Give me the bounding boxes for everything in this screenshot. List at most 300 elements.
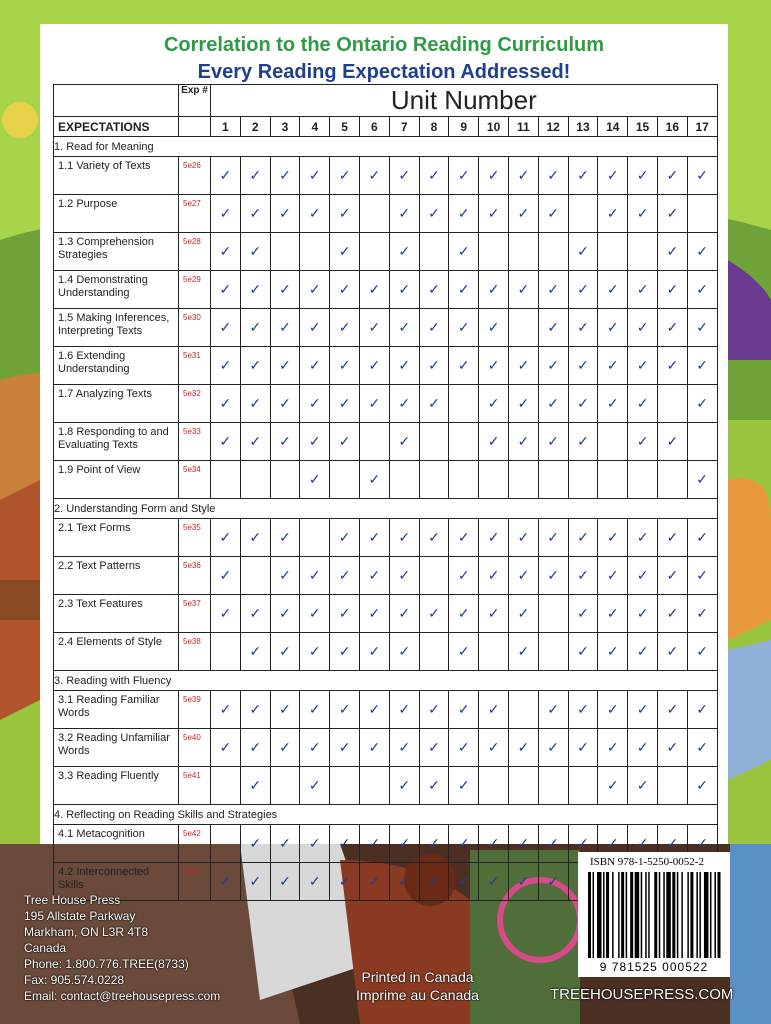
checkmark-cell: ✓ <box>389 423 419 461</box>
empty-cell <box>538 767 568 805</box>
checkmark-cell: ✓ <box>628 385 658 423</box>
checkmark-cell: ✓ <box>330 519 360 557</box>
expectation-name: 2.3 Text Features <box>54 595 179 633</box>
curriculum-table <box>53 84 718 901</box>
checkmark-cell: ✓ <box>687 825 717 863</box>
checkmark-cell: ✓ <box>419 157 449 195</box>
checkmark-cell: ✓ <box>538 347 568 385</box>
checkmark-cell: ✓ <box>628 195 658 233</box>
checkmark-cell: ✓ <box>419 195 449 233</box>
checkmark-cell: ✓ <box>628 557 658 595</box>
checkmark-cell: ✓ <box>300 557 330 595</box>
unit-number-header: 1 <box>211 117 241 137</box>
checkmark-cell: ✓ <box>598 385 628 423</box>
checkmark-cell: ✓ <box>389 157 419 195</box>
checkmark-cell: ✓ <box>657 195 687 233</box>
checkmark-cell: ✓ <box>687 729 717 767</box>
checkmark-cell: ✓ <box>687 309 717 347</box>
checkmark-cell: ✓ <box>389 309 419 347</box>
checkmark-cell: ✓ <box>449 595 479 633</box>
checkmark-cell: ✓ <box>330 633 360 671</box>
checkmark-cell: ✓ <box>211 729 241 767</box>
checkmark-cell: ✓ <box>211 233 241 271</box>
checkmark-cell: ✓ <box>687 691 717 729</box>
checkmark-cell: ✓ <box>449 347 479 385</box>
empty-cell <box>419 633 449 671</box>
checkmark-cell: ✓ <box>538 309 568 347</box>
unit-number-header: 12 <box>538 117 568 137</box>
empty-cell <box>359 767 389 805</box>
checkmark-cell: ✓ <box>598 825 628 863</box>
checkmark-cell: ✓ <box>687 519 717 557</box>
checkmark-cell: ✓ <box>568 633 598 671</box>
expectation-name: 1.4 Demonstrating Understanding <box>54 271 179 309</box>
checkmark-cell: ✓ <box>687 461 717 499</box>
exp-column-header: Exp # <box>179 85 211 117</box>
expectation-name: 1.9 Point of View <box>54 461 179 499</box>
checkmark-cell: ✓ <box>508 633 538 671</box>
checkmark-cell: ✓ <box>389 557 419 595</box>
checkmark-cell: ✓ <box>598 195 628 233</box>
checkmark-cell: ✓ <box>211 385 241 423</box>
checkmark-cell: ✓ <box>330 863 360 901</box>
expectation-row <box>54 461 718 499</box>
checkmark-cell: ✓ <box>389 595 419 633</box>
empty-cell <box>449 385 479 423</box>
checkmark-cell: ✓ <box>598 729 628 767</box>
checkmark-cell: ✓ <box>240 767 270 805</box>
unit-number-header: 3 <box>270 117 300 137</box>
empty-cell <box>419 461 449 499</box>
checkmark-cell: ✓ <box>628 519 658 557</box>
checkmark-cell: ✓ <box>359 519 389 557</box>
checkmark-cell: ✓ <box>211 423 241 461</box>
empty-cell <box>598 423 628 461</box>
checkmark-cell: ✓ <box>449 557 479 595</box>
checkmark-cell: ✓ <box>211 271 241 309</box>
header-row <box>54 85 718 117</box>
checkmark-cell: ✓ <box>449 729 479 767</box>
checkmark-cell: ✓ <box>330 347 360 385</box>
checkmark-cell: ✓ <box>479 423 509 461</box>
checkmark-cell: ✓ <box>657 825 687 863</box>
checkmark-cell: ✓ <box>211 347 241 385</box>
checkmark-cell: ✓ <box>568 557 598 595</box>
checkmark-cell: ✓ <box>657 157 687 195</box>
checkmark-cell: ✓ <box>359 461 389 499</box>
checkmark-cell: ✓ <box>359 825 389 863</box>
checkmark-cell: ✓ <box>628 423 658 461</box>
checkmark-cell: ✓ <box>508 863 538 901</box>
checkmark-cell: ✓ <box>657 557 687 595</box>
empty-cell <box>270 461 300 499</box>
empty-cell <box>538 461 568 499</box>
expectation-name: 2.4 Elements of Style <box>54 633 179 671</box>
printed-in <box>356 968 479 1004</box>
checkmark-cell: ✓ <box>270 385 300 423</box>
expectation-code: 5e28 <box>179 233 211 271</box>
checkmark-cell: ✓ <box>300 385 330 423</box>
header-blank-cell <box>54 85 179 117</box>
checkmark-cell: ✓ <box>389 271 419 309</box>
unit-number-header: 15 <box>628 117 658 137</box>
expectation-name: 1.2 Purpose <box>54 195 179 233</box>
checkmark-cell: ✓ <box>449 863 479 901</box>
checkmark-cell: ✓ <box>270 863 300 901</box>
expectation-code: 5e29 <box>179 271 211 309</box>
expectation-row <box>54 519 718 557</box>
expectation-row <box>54 595 718 633</box>
checkmark-cell: ✓ <box>211 309 241 347</box>
checkmark-cell: ✓ <box>240 691 270 729</box>
checkmark-cell: ✓ <box>508 271 538 309</box>
empty-cell <box>657 461 687 499</box>
empty-cell <box>211 633 241 671</box>
checkmark-cell: ✓ <box>330 309 360 347</box>
expectation-code: 5e43 <box>179 863 211 901</box>
empty-cell <box>508 309 538 347</box>
checkmark-cell: ✓ <box>330 691 360 729</box>
checkmark-cell: ✓ <box>359 347 389 385</box>
checkmark-cell: ✓ <box>240 595 270 633</box>
checkmark-cell: ✓ <box>508 825 538 863</box>
checkmark-cell: ✓ <box>270 271 300 309</box>
publisher-country: Canada <box>24 941 67 955</box>
checkmark-cell: ✓ <box>211 863 241 901</box>
expectation-code: 5e27 <box>179 195 211 233</box>
empty-cell <box>211 767 241 805</box>
checkmark-cell: ✓ <box>389 825 419 863</box>
checkmark-cell: ✓ <box>300 633 330 671</box>
section-title: 3. Reading with Fluency <box>54 671 718 691</box>
checkmark-cell: ✓ <box>330 825 360 863</box>
checkmark-cell: ✓ <box>479 519 509 557</box>
checkmark-cell: ✓ <box>300 767 330 805</box>
checkmark-cell: ✓ <box>419 385 449 423</box>
checkmark-cell: ✓ <box>211 157 241 195</box>
checkmark-cell: ✓ <box>270 347 300 385</box>
publisher-phone: Phone: 1.800.776.TREE(8733) <box>24 957 189 971</box>
checkmark-cell: ✓ <box>479 309 509 347</box>
empty-cell <box>389 461 419 499</box>
checkmark-cell: ✓ <box>479 157 509 195</box>
checkmark-cell: ✓ <box>240 729 270 767</box>
checkmark-cell: ✓ <box>598 157 628 195</box>
checkmark-cell: ✓ <box>657 309 687 347</box>
empty-cell <box>359 423 389 461</box>
checkmark-cell: ✓ <box>568 347 598 385</box>
checkmark-cell: ✓ <box>419 863 449 901</box>
checkmark-cell: ✓ <box>270 157 300 195</box>
checkmark-cell: ✓ <box>598 309 628 347</box>
checkmark-cell: ✓ <box>240 385 270 423</box>
section-title: 2. Understanding Form and Style <box>54 499 718 519</box>
checkmark-cell: ✓ <box>389 863 419 901</box>
expectation-code: 5e34 <box>179 461 211 499</box>
empty-cell <box>657 767 687 805</box>
expectation-name: 2.2 Text Patterns <box>54 557 179 595</box>
empty-cell <box>598 233 628 271</box>
checkmark-cell: ✓ <box>538 195 568 233</box>
checkmark-cell: ✓ <box>568 595 598 633</box>
checkmark-cell: ✓ <box>240 195 270 233</box>
checkmark-cell: ✓ <box>479 729 509 767</box>
checkmark-cell: ✓ <box>508 157 538 195</box>
checkmark-cell: ✓ <box>389 385 419 423</box>
checkmark-cell: ✓ <box>389 633 419 671</box>
expectation-row <box>54 233 718 271</box>
empty-cell <box>270 233 300 271</box>
checkmark-cell: ✓ <box>300 309 330 347</box>
unit-numbers-row <box>54 117 718 137</box>
checkmark-cell: ✓ <box>508 385 538 423</box>
section-header-row <box>54 671 718 691</box>
unit-number-header: 9 <box>449 117 479 137</box>
checkmark-cell: ✓ <box>538 271 568 309</box>
empty-cell <box>449 423 479 461</box>
checkmark-cell: ✓ <box>330 729 360 767</box>
checkmark-cell: ✓ <box>270 309 300 347</box>
checkmark-cell: ✓ <box>538 825 568 863</box>
empty-cell <box>419 423 449 461</box>
expectation-code: 5e26 <box>179 157 211 195</box>
expectation-row <box>54 729 718 767</box>
checkmark-cell: ✓ <box>240 519 270 557</box>
checkmark-cell: ✓ <box>240 157 270 195</box>
unit-number-header: 17 <box>687 117 717 137</box>
checkmark-cell: ✓ <box>300 729 330 767</box>
section-header-row <box>54 499 718 519</box>
checkmark-cell: ✓ <box>598 557 628 595</box>
checkmark-cell: ✓ <box>568 825 598 863</box>
checkmark-cell: ✓ <box>479 271 509 309</box>
empty-cell <box>479 633 509 671</box>
unit-number-header: 10 <box>479 117 509 137</box>
checkmark-cell: ✓ <box>628 767 658 805</box>
checkmark-cell: ✓ <box>270 423 300 461</box>
empty-cell <box>449 461 479 499</box>
checkmark-cell: ✓ <box>449 767 479 805</box>
expectation-code: 5e38 <box>179 633 211 671</box>
publisher-address-line1: 195 Allstate Parkway <box>24 909 136 923</box>
empty-cell <box>568 195 598 233</box>
empty-cell <box>628 233 658 271</box>
expectation-code: 5e31 <box>179 347 211 385</box>
empty-cell <box>240 557 270 595</box>
section-title: 1. Read for Meaning <box>54 137 718 157</box>
checkmark-cell: ✓ <box>270 519 300 557</box>
expectation-name: 1.6 Extending Understanding <box>54 347 179 385</box>
unit-number-header: 13 <box>568 117 598 137</box>
checkmark-cell: ✓ <box>389 195 419 233</box>
checkmark-cell: ✓ <box>538 863 568 901</box>
checkmark-cell: ✓ <box>211 557 241 595</box>
page-subtitle: Every Reading Expectation Addressed! <box>197 61 571 83</box>
checkmark-cell: ✓ <box>598 767 628 805</box>
checkmark-cell: ✓ <box>359 309 389 347</box>
checkmark-cell: ✓ <box>687 557 717 595</box>
publisher-fax: Fax: 905.574.0228 <box>24 973 125 987</box>
expectation-name: 3.1 Reading Familiar Words <box>54 691 179 729</box>
expectation-row <box>54 385 718 423</box>
checkmark-cell: ✓ <box>449 233 479 271</box>
checkmark-cell: ✓ <box>359 691 389 729</box>
checkmark-cell: ✓ <box>300 157 330 195</box>
checkmark-cell: ✓ <box>628 633 658 671</box>
checkmark-cell: ✓ <box>419 825 449 863</box>
expectation-code: 5e40 <box>179 729 211 767</box>
expectations-label: EXPECTATIONS <box>54 117 179 137</box>
publisher-address-line2: Markham, ON L3R 4T8 <box>24 925 149 939</box>
expectation-name: 4.2 Interconnected Skills <box>54 863 179 901</box>
section-title: 4. Reflecting on Reading Skills and Strategies <box>54 805 718 825</box>
checkmark-cell: ✓ <box>270 595 300 633</box>
checkmark-cell: ✓ <box>508 195 538 233</box>
checkmark-cell: ✓ <box>359 557 389 595</box>
checkmark-cell: ✓ <box>657 519 687 557</box>
empty-cell <box>419 233 449 271</box>
checkmark-cell: ✓ <box>300 423 330 461</box>
publisher-email: Email: contact@treehousepress.com <box>24 989 221 1003</box>
checkmark-cell: ✓ <box>359 157 389 195</box>
checkmark-cell: ✓ <box>687 271 717 309</box>
expectation-name: 1.3 Comprehension Strategies <box>54 233 179 271</box>
empty-cell <box>300 519 330 557</box>
expectation-code: 5e30 <box>179 309 211 347</box>
checkmark-cell: ✓ <box>657 729 687 767</box>
empty-cell <box>687 423 717 461</box>
checkmark-cell: ✓ <box>479 347 509 385</box>
website-link[interactable]: TREEHOUSEPRESS.COM <box>550 986 734 1003</box>
checkmark-cell: ✓ <box>687 233 717 271</box>
checkmark-cell: ✓ <box>479 195 509 233</box>
checkmark-cell: ✓ <box>508 519 538 557</box>
unit-number-header: 11 <box>508 117 538 137</box>
expectation-code: 5e37 <box>179 595 211 633</box>
checkmark-cell: ✓ <box>300 347 330 385</box>
checkmark-cell: ✓ <box>657 633 687 671</box>
expectation-row <box>54 195 718 233</box>
checkmark-cell: ✓ <box>568 385 598 423</box>
checkmark-cell: ✓ <box>508 595 538 633</box>
checkmark-cell: ✓ <box>330 157 360 195</box>
checkmark-cell: ✓ <box>359 863 389 901</box>
checkmark-cell: ✓ <box>628 309 658 347</box>
exp-number-blank <box>179 117 211 137</box>
empty-cell <box>687 195 717 233</box>
checkmark-cell: ✓ <box>687 347 717 385</box>
checkmark-cell: ✓ <box>240 347 270 385</box>
checkmark-cell: ✓ <box>270 195 300 233</box>
empty-cell <box>300 233 330 271</box>
checkmark-cell: ✓ <box>419 595 449 633</box>
empty-cell <box>508 461 538 499</box>
checkmark-cell: ✓ <box>419 271 449 309</box>
expectation-row <box>54 157 718 195</box>
expectation-name: 1.8 Responding to and Evaluating Texts <box>54 423 179 461</box>
empty-cell <box>568 461 598 499</box>
checkmark-cell: ✓ <box>538 729 568 767</box>
checkmark-cell: ✓ <box>628 347 658 385</box>
checkmark-cell: ✓ <box>270 729 300 767</box>
checkmark-cell: ✓ <box>687 633 717 671</box>
empty-cell <box>628 461 658 499</box>
expectation-row <box>54 309 718 347</box>
expectation-row <box>54 271 718 309</box>
unit-number-header: 16 <box>657 117 687 137</box>
unit-number-header: 4 <box>300 117 330 137</box>
checkmark-cell: ✓ <box>270 557 300 595</box>
section-header-row <box>54 137 718 157</box>
checkmark-cell: ✓ <box>598 691 628 729</box>
isbn-label: ISBN 978-1-5250-0052-2 <box>590 856 704 868</box>
checkmark-cell: ✓ <box>389 347 419 385</box>
checkmark-cell: ✓ <box>449 691 479 729</box>
checkmark-cell: ✓ <box>598 519 628 557</box>
checkmark-cell: ✓ <box>568 233 598 271</box>
expectation-name: 1.7 Analyzing Texts <box>54 385 179 423</box>
checkmark-cell: ✓ <box>598 595 628 633</box>
checkmark-cell: ✓ <box>598 633 628 671</box>
checkmark-cell: ✓ <box>687 767 717 805</box>
empty-cell <box>568 767 598 805</box>
empty-cell <box>657 385 687 423</box>
barcode-digits: 9 781525 000522 <box>599 960 709 974</box>
checkmark-cell: ✓ <box>240 233 270 271</box>
checkmark-cell: ✓ <box>211 595 241 633</box>
checkmark-cell: ✓ <box>359 633 389 671</box>
checkmark-cell: ✓ <box>479 595 509 633</box>
checkmark-cell: ✓ <box>211 195 241 233</box>
checkmark-cell: ✓ <box>389 767 419 805</box>
checkmark-cell: ✓ <box>657 233 687 271</box>
checkmark-cell: ✓ <box>449 271 479 309</box>
checkmark-cell: ✓ <box>300 691 330 729</box>
checkmark-cell: ✓ <box>479 691 509 729</box>
expectation-code: 5e41 <box>179 767 211 805</box>
checkmark-cell: ✓ <box>330 595 360 633</box>
checkmark-cell: ✓ <box>598 347 628 385</box>
expectation-code: 5e33 <box>179 423 211 461</box>
checkmark-cell: ✓ <box>389 233 419 271</box>
checkmark-cell: ✓ <box>508 347 538 385</box>
checkmark-cell: ✓ <box>330 423 360 461</box>
barcode-area <box>578 852 730 977</box>
checkmark-cell: ✓ <box>538 423 568 461</box>
empty-cell <box>479 767 509 805</box>
checkmark-cell: ✓ <box>240 863 270 901</box>
printed-english: Printed in Canada <box>361 969 474 985</box>
checkmark-cell: ✓ <box>628 595 658 633</box>
checkmark-cell: ✓ <box>628 691 658 729</box>
printed-french: Imprime au Canada <box>356 987 479 1003</box>
checkmark-cell: ✓ <box>568 691 598 729</box>
checkmark-cell: ✓ <box>538 557 568 595</box>
unit-number-title: Unit Number <box>211 85 718 117</box>
expectation-row <box>54 633 718 671</box>
checkmark-cell: ✓ <box>300 461 330 499</box>
empty-cell <box>508 767 538 805</box>
expectation-name: 3.3 Reading Fluently <box>54 767 179 805</box>
unit-number-header: 2 <box>240 117 270 137</box>
checkmark-cell: ✓ <box>449 825 479 863</box>
empty-cell <box>538 595 568 633</box>
checkmark-cell: ✓ <box>657 595 687 633</box>
checkmark-cell: ✓ <box>538 519 568 557</box>
empty-cell <box>270 767 300 805</box>
checkmark-cell: ✓ <box>628 729 658 767</box>
unit-number-header: 5 <box>330 117 360 137</box>
